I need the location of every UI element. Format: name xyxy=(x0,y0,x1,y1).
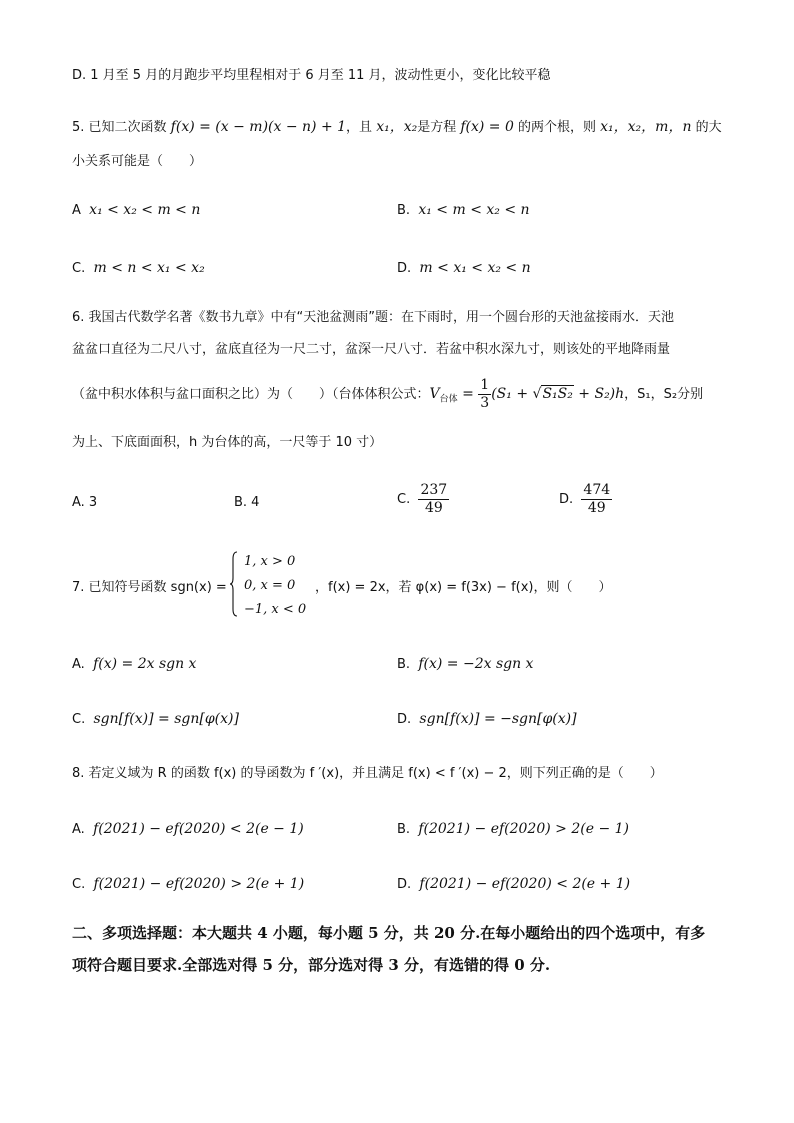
q6-stem-line4: 为上、下底面面积，h 为台体的高，一尺等于 10 寸） xyxy=(72,435,383,450)
q6-option-b[interactable]: B. 4 xyxy=(234,495,260,510)
option-text: f(2021) − ef(2020) > 2(e − 1) xyxy=(418,821,629,837)
q5-text-a: 5. 已知二次函数 xyxy=(72,120,171,135)
q5-function: f(x) = (x − m)(x − n) + 1 xyxy=(170,119,347,135)
option-text: x₁ < m < x₂ < n xyxy=(418,202,530,218)
q6-text-line3a: （盆中积水体积与盆口面积之比）为（ ）（台体体积公式： xyxy=(72,387,430,402)
q5-text-b: ，且 xyxy=(346,120,377,135)
q7-case-zero: 0, x = 0 xyxy=(244,578,296,593)
q6-stem-line1: 6. 我国古代数学名著《数书九章》中有“天池盆测雨”题：在下雨时，用一个圆台形的天池盆接雨水．天池 xyxy=(72,310,675,325)
q5-option-b[interactable] xyxy=(397,201,530,220)
option-label: D. xyxy=(397,712,412,727)
option-label: D. xyxy=(397,877,412,892)
q5-option-a[interactable] xyxy=(72,201,200,220)
option-label: C. xyxy=(397,492,411,507)
q6-volume-subscript: 台体 xyxy=(439,394,458,405)
option-text: f(2021) − ef(2020) > 2(e + 1) xyxy=(93,876,305,892)
q6-formula-sqrt: S₁S₂ xyxy=(542,386,573,402)
q5-text-e: 的大 xyxy=(691,120,722,135)
left-brace-icon xyxy=(230,551,238,617)
option-label: A xyxy=(72,203,81,218)
option-label: A. xyxy=(72,657,85,672)
q5-text-d: 的两个根，则 xyxy=(513,120,601,135)
q6-text-line3b: ，S₁，S₂分别 xyxy=(624,387,704,402)
q6-stem-line2: 盆盆口直径为二尺八寸，盆底直径为一尺二寸，盆深一尺八寸．若盆中积水深九寸，则该处的平地降雨量 xyxy=(72,342,671,357)
option-text: sgn[f(x)] = −sgn[φ(x)] xyxy=(419,711,577,727)
q6-option-c[interactable] xyxy=(397,482,449,517)
q8-option-c[interactable] xyxy=(72,875,304,894)
q7-option-c[interactable] xyxy=(72,710,239,729)
q5-option-d[interactable] xyxy=(397,259,531,278)
q7-option-a[interactable] xyxy=(72,655,196,674)
option-text: f(2021) − ef(2020) < 2(e − 1) xyxy=(93,821,304,837)
option-label: A. xyxy=(72,822,85,837)
q7-case-positive: 1, x > 0 xyxy=(244,554,296,569)
option-label: D. xyxy=(559,492,574,507)
option-fraction: $\frac{237}{49}$ xyxy=(420,482,448,516)
option-label: B. xyxy=(397,822,411,837)
q5-text-c: 是方程 xyxy=(417,120,461,135)
prev-option-d: D. 1 月至 5 月的月跑步平均里程相对于 6 月至 11 月，波动性更小，变化比较平稳 xyxy=(72,68,551,83)
section-heading-line1: 二、多项选择题：本大题共 4 小题，每小题 5 分，共 20 分.在每小题给出的四个选项中，有多 xyxy=(72,924,706,942)
option-text: f(x) = −2x sgn x xyxy=(418,656,534,672)
q6-option-a[interactable]: A. 3 xyxy=(72,495,98,510)
q7-stem-a: 7. 已知符号函数 sgn(x) = xyxy=(72,580,227,595)
q7-option-b[interactable] xyxy=(397,655,533,674)
option-label: B. xyxy=(397,203,411,218)
q7-option-d[interactable] xyxy=(397,710,577,729)
option-fraction: $\frac{474}{49}$ xyxy=(583,482,611,516)
option-label: B. xyxy=(397,657,411,672)
option-text: f(2021) − ef(2020) < 2(e + 1) xyxy=(419,876,631,892)
q7-stem-b: ，f(x) = 2x，若 φ(x) = f(3x) − f(x)，则（ ） xyxy=(315,580,612,595)
option-label: D. xyxy=(397,261,412,276)
option-label: C. xyxy=(72,877,86,892)
q8-option-a[interactable] xyxy=(72,820,304,839)
q6-formula-part: (S₁ + xyxy=(491,386,533,402)
q8-option-b[interactable] xyxy=(397,820,629,839)
q7-case-negative: −1, x < 0 xyxy=(244,602,307,617)
option-text: sgn[f(x)] = sgn[φ(x)] xyxy=(93,711,239,727)
q5-stem-line2: 小关系可能是（ ） xyxy=(72,154,203,169)
option-label: C. xyxy=(72,261,86,276)
q6-option-d[interactable] xyxy=(559,482,612,517)
option-text: m < x₁ < x₂ < n xyxy=(419,260,531,276)
q8-option-d[interactable] xyxy=(397,875,630,894)
q6-volume-symbol: V xyxy=(429,386,440,402)
option-text: f(x) = 2x sgn x xyxy=(93,656,197,672)
q5-stem xyxy=(72,118,722,137)
q6-one-third: $\frac{1}{3}$ xyxy=(480,377,490,411)
q6-stem-line3: （盆中积水体积与盆口面积之比）为（ ）（台体体积公式：$V_{台体}$ = $\frac{1}{3}$ (S₁ + √S₁S₂ + S₂)h，S₁，S₂分别 xyxy=(72,377,704,411)
q5-equation: f(x) = 0 xyxy=(460,119,514,135)
option-label: C. xyxy=(72,712,86,727)
option-text: m < n < x₁ < x₂ xyxy=(93,260,205,276)
q6-formula-end: + S₂)h xyxy=(573,386,625,402)
section-heading-line2: 项符合题目要求.全部选对得 5 分，部分选对得 3 分，有选错的得 0 分. xyxy=(72,956,551,974)
q5-option-c[interactable] xyxy=(72,259,205,278)
q5-roots: x₁，x₂ xyxy=(376,119,418,135)
q8-stem: 8. 若定义域为 R 的函数 f(x) 的导函数为 f ′(x)，并且满足 f(x) < f ′(x) − 2，则下列正确的是（ ） xyxy=(72,766,663,781)
q5-variables: x₁，x₂，m，n xyxy=(600,119,692,135)
option-text: x₁ < x₂ < m < n xyxy=(89,202,201,218)
